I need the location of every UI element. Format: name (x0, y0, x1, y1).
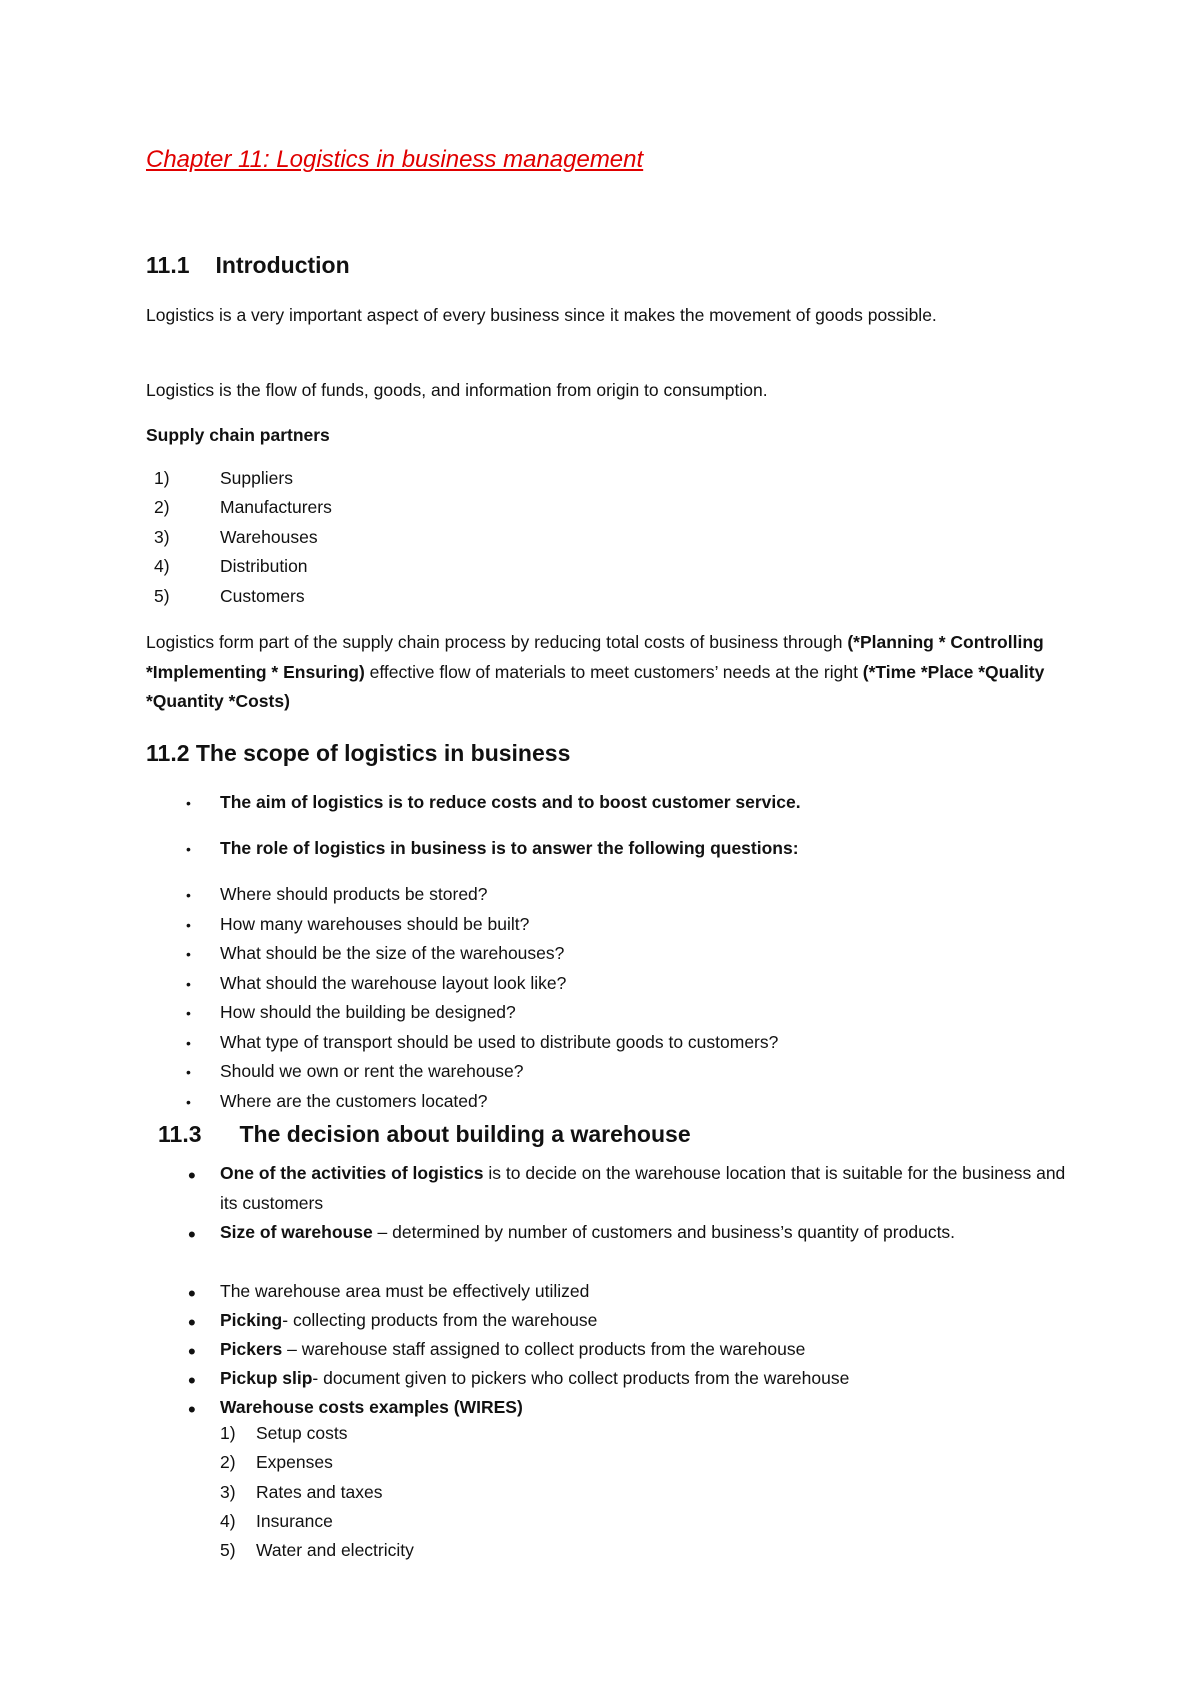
paragraph-bold-text: (*Planning * Controlling *Implementing * Ensuring) (146, 632, 1044, 682)
bold-bullet-item: The aim of logistics is to reduce costs and to boost customer service. (220, 792, 801, 812)
bullet-icon: • (188, 1397, 196, 1422)
partners-heading: Supply chain partners (146, 425, 330, 445)
bullet-icon: • (188, 1281, 196, 1306)
chapter-title: Chapter 11: Logistics in business management (146, 146, 644, 173)
bullet-icon: • (186, 1064, 191, 1080)
warehouse-bullet-3: The warehouse area must be effectively utilized (220, 1281, 590, 1301)
warehouse-bullet-6 (220, 1363, 1070, 1393)
question-item: Where are the customers located? (220, 1091, 488, 1111)
bullet-bold-text: Size of warehouse (220, 1222, 373, 1242)
bullet-icon: • (188, 1368, 196, 1393)
cost-item: Insurance (256, 1511, 333, 1531)
question-item: What should the warehouse layout look like? (220, 973, 567, 993)
question-item: How many warehouses should be built? (220, 914, 530, 934)
list-item: Warehouses (220, 527, 318, 547)
bold-bullet-item: The role of logistics in business is to answer the following questions: (220, 838, 799, 858)
bullet-icon: • (186, 841, 191, 857)
list-item: Customers (220, 586, 305, 606)
supply-chain-paragraph (146, 628, 1076, 717)
cost-item: Water and electricity (256, 1540, 414, 1560)
section-11-3-heading (158, 1121, 691, 1148)
intro-paragraph: Logistics is a very important aspect of every business since it makes the movement of goods possible. (146, 305, 937, 325)
section-title: The decision about building a warehouse (239, 1121, 691, 1147)
cost-item: Expenses (256, 1452, 333, 1472)
question-item: Where should products be stored? (220, 884, 488, 904)
bullet-icon: • (186, 795, 191, 811)
bullet-icon: • (188, 1163, 196, 1188)
section-number: 11.1 (146, 252, 190, 278)
list-number: 4) (220, 1511, 236, 1531)
bullet-icon: • (188, 1310, 196, 1335)
list-number: 5) (154, 586, 170, 606)
list-number: 2) (220, 1452, 236, 1472)
question-item: What should be the size of the warehouses? (220, 943, 565, 963)
list-number: 3) (220, 1482, 236, 1502)
section-number: 11.3 (158, 1121, 202, 1147)
bullet-icon: • (186, 1005, 191, 1021)
warehouse-bullet-2 (220, 1217, 1070, 1247)
list-number: 2) (154, 497, 170, 517)
bullet-icon: • (188, 1222, 196, 1247)
list-item: Manufacturers (220, 497, 332, 517)
bullet-icon: • (186, 917, 191, 933)
bullet-text: - document given to pickers who collect products from the warehouse (312, 1368, 850, 1388)
bullet-icon: • (188, 1339, 196, 1364)
warehouse-bullet-1 (220, 1158, 1070, 1218)
bullet-icon: • (186, 1035, 191, 1051)
bullet-bold-text: One of the activities of logistics (220, 1163, 484, 1183)
section-title: Introduction (215, 252, 350, 278)
list-number: 1) (154, 468, 170, 488)
bullet-icon: • (186, 887, 191, 903)
question-item: How should the building be designed? (220, 1002, 516, 1022)
bullet-text: is to decide on the warehouse location that is suitable for the business and its customers (220, 1163, 1066, 1213)
list-number: 3) (154, 527, 170, 547)
section-11-2-heading: 11.2 The scope of logistics in business (146, 740, 571, 766)
cost-item: Rates and taxes (256, 1482, 383, 1502)
warehouse-bullet-5 (220, 1334, 1070, 1364)
bullet-bold-text: Pickup slip (220, 1368, 313, 1388)
paragraph-text: effective flow of materials to meet customers’ needs at the right (364, 661, 863, 682)
bullet-bold-text: Picking (220, 1310, 283, 1330)
bullet-bold-text: Pickers (220, 1339, 283, 1359)
list-number: 4) (154, 556, 170, 576)
list-item: Distribution (220, 556, 308, 576)
cost-item: Setup costs (256, 1423, 348, 1443)
list-number: 5) (220, 1540, 236, 1560)
question-item: Should we own or rent the warehouse? (220, 1061, 524, 1081)
paragraph-text: Logistics form part of the supply chain process by reducing total costs of business through (146, 632, 848, 652)
paragraph-bold-text: (*Time *Place *Quality *Quantity *Costs) (146, 661, 1045, 711)
section-11-1-heading (146, 252, 350, 279)
bullet-text: – warehouse staff assigned to collect products from the warehouse (282, 1339, 806, 1359)
logistics-definition: Logistics is the flow of funds, goods, and information from origin to consumption. (146, 380, 768, 400)
warehouse-bullet-7: Warehouse costs examples (WIRES) (220, 1397, 523, 1417)
bullet-icon: • (186, 946, 191, 962)
bullet-icon: • (186, 1094, 191, 1110)
warehouse-bullet-4 (220, 1305, 1070, 1335)
question-item: What type of transport should be used to distribute goods to customers? (220, 1032, 779, 1052)
bullet-text: - collecting products from the warehouse (282, 1310, 598, 1330)
list-number: 1) (220, 1423, 236, 1443)
bullet-text: – determined by number of customers and business’s quantity of products. (372, 1222, 956, 1242)
list-item: Suppliers (220, 468, 293, 488)
bullet-icon: • (186, 976, 191, 992)
